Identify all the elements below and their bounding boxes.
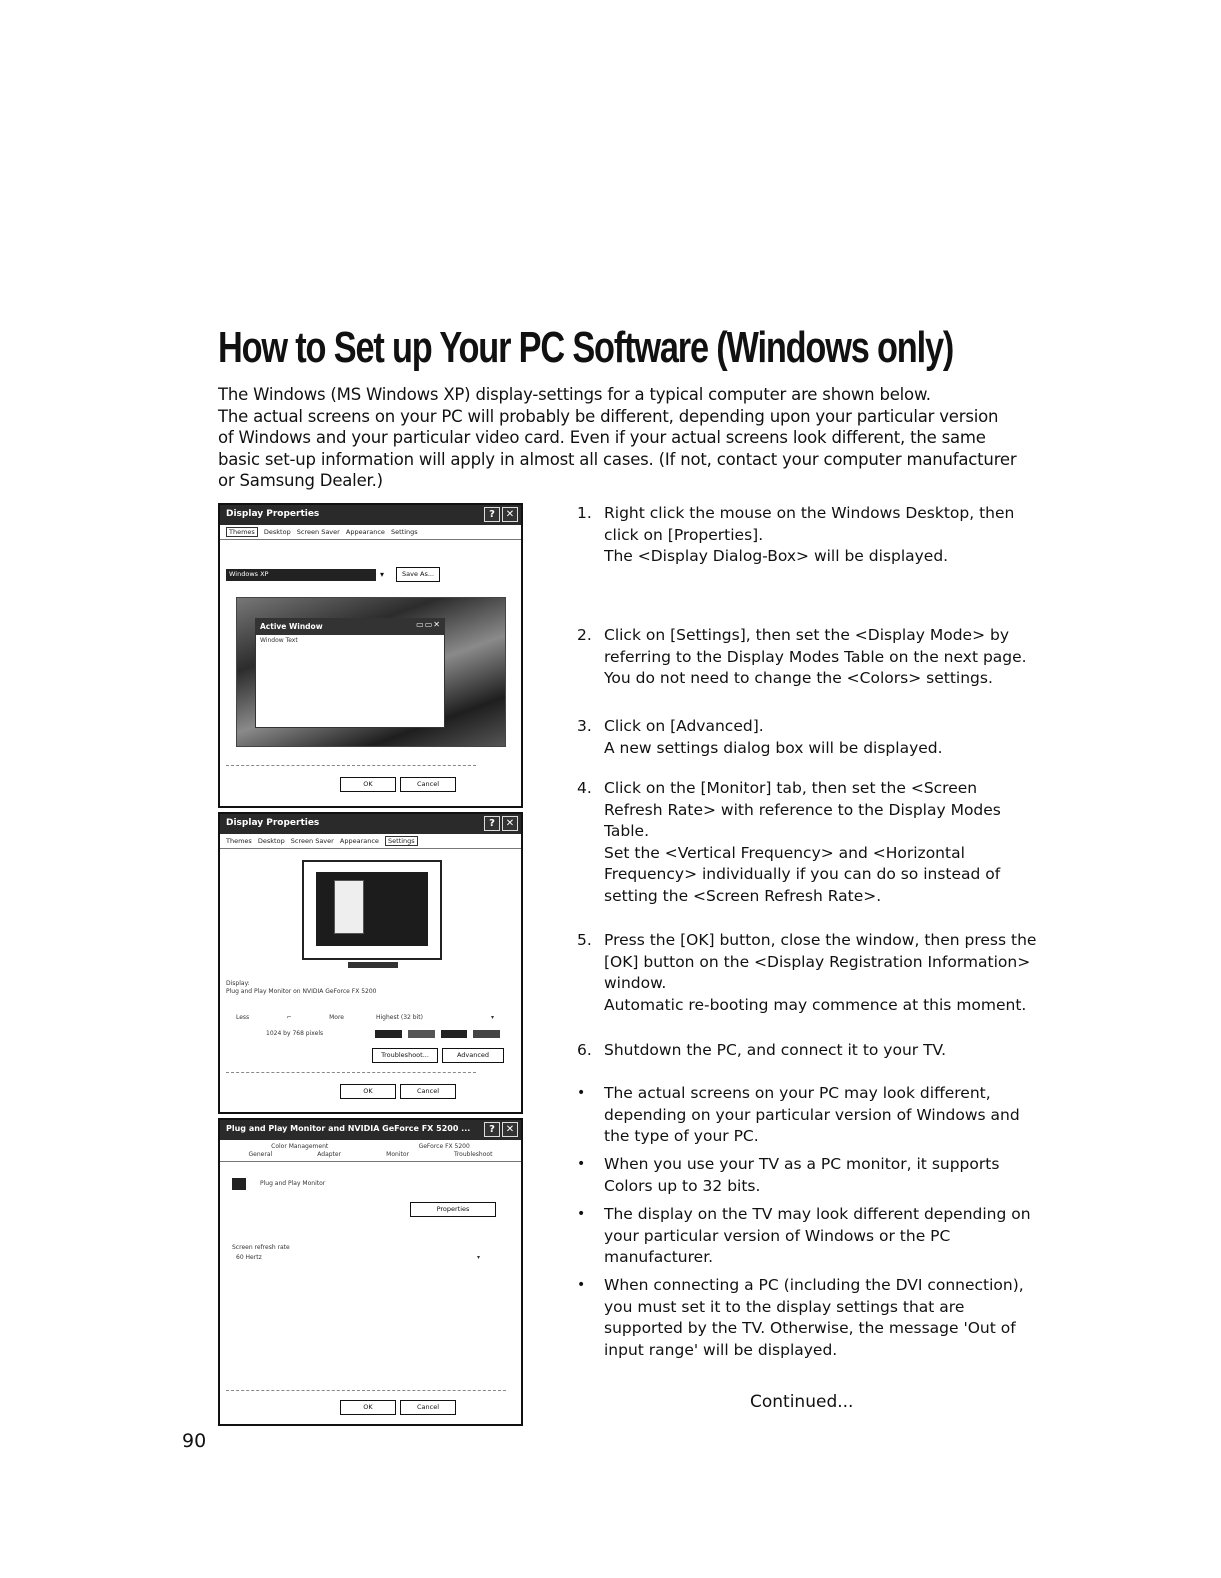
- note-text: The actual screens on your PC may look different, depending on your particular version of Windows and the type of your PC.: [604, 1084, 1020, 1145]
- close-icon[interactable]: ✕: [502, 507, 518, 522]
- screenshot-display-properties-themes: [218, 503, 523, 808]
- save-as-button[interactable]: Save As...: [396, 567, 440, 582]
- ok-button[interactable]: OK: [340, 1084, 396, 1099]
- monitor-icon: [302, 860, 442, 960]
- note-1: [577, 1083, 1037, 1148]
- step-text: A new settings dialog box will be displayed.: [604, 738, 943, 757]
- step-text: You do not need to change the <Colors> settings.: [604, 669, 993, 687]
- step-5: [577, 930, 1037, 1016]
- color-quality-select[interactable]: [370, 1014, 500, 1022]
- tab-troubleshoot[interactable]: Troubleshoot: [454, 1151, 493, 1158]
- tab-color-management[interactable]: Color Management: [271, 1143, 329, 1150]
- ok-button[interactable]: OK: [340, 1400, 396, 1415]
- tab-bar: [220, 834, 521, 849]
- bullet-icon: •: [577, 1085, 586, 1101]
- note-text: When connecting a PC (including the DVI connection), you must set it to the display settings that are supported by the TV. Otherwise, the message 'Out of input range' will be displayed.: [604, 1276, 1024, 1359]
- step-number: 5.: [577, 931, 592, 949]
- bullet-icon: •: [577, 1277, 586, 1293]
- window-title: Display Properties: [226, 818, 320, 828]
- step-text: Press the [OK] button, close the window, then press the [OK] button on the <Display Registration Information> window.: [604, 931, 1037, 992]
- help-icon[interactable]: ?: [484, 1122, 500, 1137]
- chevron-down-icon: ▾: [476, 1254, 480, 1261]
- tab-adapter[interactable]: Adapter: [317, 1151, 342, 1158]
- step-text: Click on [Settings], then set the <Display Mode> by referring to the Display Modes Table on the next page.: [604, 626, 1027, 666]
- intro-text: [218, 384, 1018, 492]
- intro-paragraph-1: The Windows (MS Windows XP) display-settings for a typical computer are shown below.: [218, 385, 931, 404]
- tab-monitor[interactable]: Monitor: [386, 1151, 409, 1158]
- close-icon[interactable]: ✕: [502, 1122, 518, 1137]
- step-number: 3.: [577, 717, 592, 735]
- step-text: Click on [Advanced].: [604, 717, 764, 735]
- tab-general[interactable]: General: [248, 1151, 273, 1158]
- tab-desktop[interactable]: Desktop: [263, 528, 291, 536]
- chevron-down-icon: ▾: [490, 1014, 494, 1021]
- sample-window-title: Active Window: [260, 622, 323, 631]
- cancel-button[interactable]: Cancel: [400, 777, 456, 792]
- color-bar: [375, 1030, 500, 1038]
- cancel-button[interactable]: Cancel: [400, 1400, 456, 1415]
- tab-appearance[interactable]: Appearance: [339, 837, 379, 845]
- window-title: Plug and Play Monitor and NVIDIA GeForce FX 5200 ...: [226, 1124, 471, 1133]
- intro-paragraph-2: The actual screens on your PC will probably be different, depending upon your particular version of Windows and your particular video card. Even if your actual screens look different, the same basic set-up information will apply in almost all cases. (If not, contact your computer manufacturer or Samsung Dealer.): [218, 406, 1017, 490]
- screenshot-display-properties-settings: [218, 812, 523, 1114]
- window-title: Display Properties: [226, 509, 320, 519]
- tab-geforce[interactable]: GeForce FX 5200: [418, 1143, 470, 1150]
- cancel-button[interactable]: Cancel: [400, 1084, 456, 1099]
- theme-select[interactable]: [226, 569, 376, 581]
- note-3: [577, 1204, 1037, 1269]
- step-text: Click on the [Monitor] tab, then set the <Screen Refresh Rate> with reference to the Display Modes Table.: [604, 779, 1001, 840]
- step-text: Right click the mouse on the Windows Desktop, then click on [Properties].: [604, 504, 1015, 544]
- tab-themes[interactable]: Themes: [226, 837, 252, 845]
- tab-themes[interactable]: Themes: [226, 527, 258, 537]
- refresh-rate-select[interactable]: [230, 1254, 486, 1262]
- chevron-down-icon[interactable]: ▾: [380, 570, 385, 579]
- monitor-name: Plug and Play Monitor: [260, 1180, 326, 1187]
- continued-label: Continued...: [750, 1392, 854, 1412]
- help-icon[interactable]: ?: [484, 507, 500, 522]
- resolution-less-label: Less: [236, 1014, 250, 1021]
- step-number: 6.: [577, 1041, 592, 1059]
- page-number: 90: [182, 1430, 207, 1452]
- tab-settings[interactable]: Settings: [385, 836, 418, 846]
- resolution-value: 1024 by 768 pixels: [266, 1030, 324, 1037]
- tab-screen-saver[interactable]: Screen Saver: [290, 837, 334, 845]
- tab-bar: [220, 525, 521, 540]
- close-icon[interactable]: ✕: [502, 816, 518, 831]
- theme-select-value: Windows XP: [229, 569, 269, 578]
- step-2: [577, 625, 1037, 690]
- step-number: 2.: [577, 626, 592, 644]
- step-text: Shutdown the PC, and connect it to your TV.: [604, 1041, 947, 1059]
- display-value: Plug and Play Monitor on NVIDIA GeForce FX 5200: [226, 988, 377, 995]
- bullet-icon: •: [577, 1156, 586, 1172]
- resolution-slider[interactable]: ⌐: [286, 1014, 292, 1021]
- step-text: Set the <Vertical Frequency> and <Horizontal Frequency> individually if you can do so instead of setting the <Screen Refresh Rate>.: [604, 843, 1001, 905]
- sample-window: [255, 618, 445, 728]
- theme-sample-preview: [236, 597, 506, 747]
- note-text: The display on the TV may look different depending on your particular version of Windows or the PC manufacturer.: [604, 1205, 1031, 1266]
- sample-window-buttons-icon: ▭▭✕: [416, 620, 441, 629]
- note-4: [577, 1275, 1037, 1361]
- sample-window-text: Window Text: [260, 637, 298, 644]
- tab-screen-saver[interactable]: Screen Saver: [296, 528, 340, 536]
- window-titlebar: [220, 814, 521, 834]
- tab-settings[interactable]: Settings: [391, 528, 418, 536]
- refresh-rate-value: 60 Hertz: [236, 1254, 262, 1261]
- note-text: When you use your TV as a PC monitor, it supports Colors up to 32 bits.: [604, 1155, 1000, 1195]
- monitor-icon: [232, 1178, 246, 1190]
- display-label: Display:: [226, 980, 250, 987]
- ok-button[interactable]: OK: [340, 777, 396, 792]
- troubleshoot-button[interactable]: Troubleshoot...: [372, 1048, 438, 1063]
- help-icon[interactable]: ?: [484, 816, 500, 831]
- step-text: The <Display Dialog-Box> will be displayed.: [604, 547, 949, 565]
- tab-desktop[interactable]: Desktop: [257, 837, 285, 845]
- step-1: [577, 503, 1037, 568]
- screenshot-monitor-properties: [218, 1118, 523, 1426]
- resolution-more-label: More: [329, 1014, 344, 1021]
- window-titlebar: [220, 1120, 521, 1140]
- page-title: How to Set up Your PC Software (Windows only): [218, 323, 954, 372]
- refresh-rate-label: Screen refresh rate: [232, 1244, 290, 1251]
- color-quality-value: Highest (32 bit): [376, 1014, 423, 1021]
- note-2: [577, 1154, 1037, 1197]
- properties-button[interactable]: Properties: [410, 1202, 496, 1217]
- bullet-icon: •: [577, 1206, 586, 1222]
- step-6: [577, 1040, 1037, 1062]
- step-number: 4.: [577, 779, 592, 797]
- tab-appearance[interactable]: Appearance: [345, 528, 385, 536]
- window-titlebar: [220, 505, 521, 525]
- step-text: Automatic re-booting may commence at this moment.: [604, 995, 1027, 1014]
- step-4: [577, 778, 1037, 907]
- step-number: 1.: [577, 504, 592, 522]
- step-3: [577, 716, 1037, 759]
- advanced-button[interactable]: Advanced: [442, 1048, 504, 1063]
